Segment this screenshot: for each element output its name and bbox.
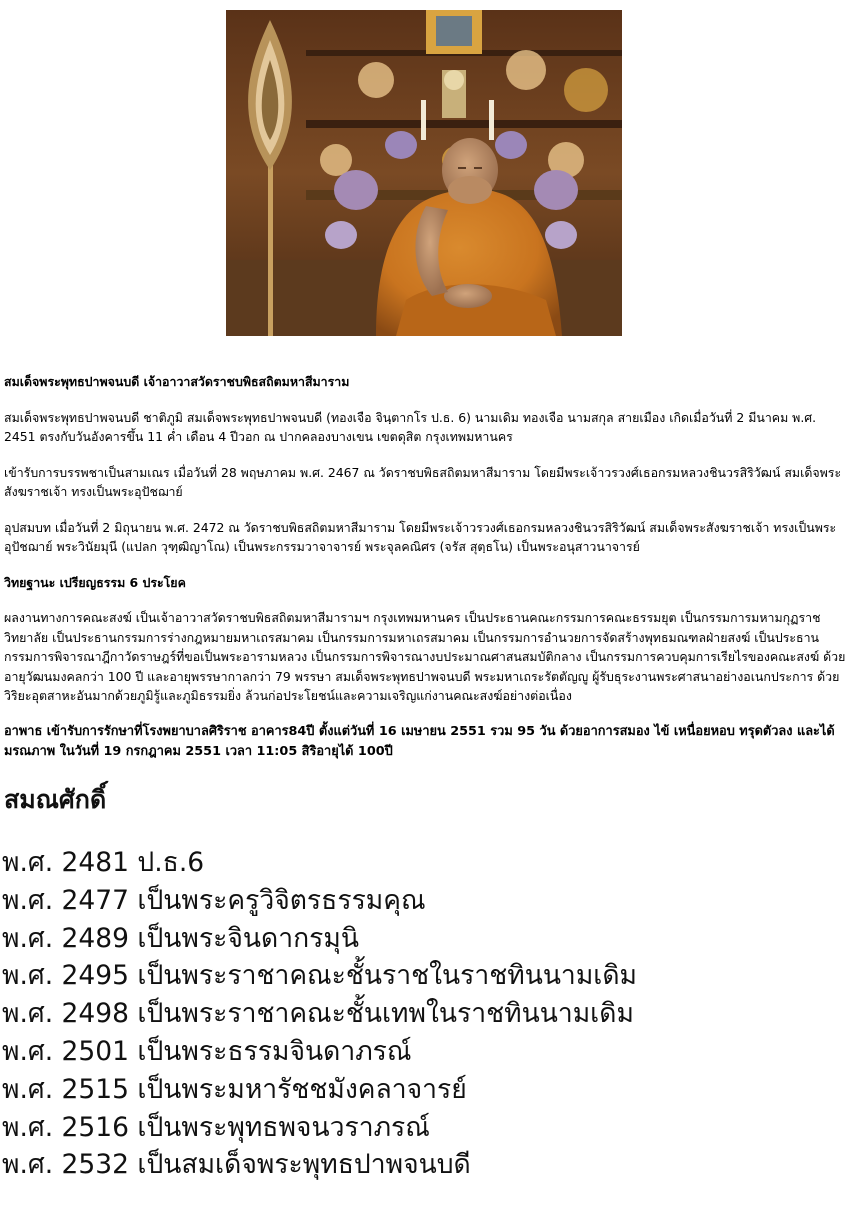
- list-item: พ.ศ. 2501 เป็นพระธรรมจินดาภรณ์: [2, 1035, 412, 1067]
- list-item: พ.ศ. 2498 เป็นพระราชาคณะชั้นเทพในราชทินนามเดิม: [2, 998, 634, 1030]
- list-item: พ.ศ. 2532 เป็นสมเด็จพระพุทธปาพจนบดี: [2, 1149, 471, 1181]
- works-paragraph: ผลงานทางการคณะสงฆ์ เป็นเจ้าอาวาสวัดราชบพิธสถิตมหาสีมารามฯ กรุงเทพมหานคร เป็นประธานคณะกรรมการคณะธรรมยุต เป็นกรรมการมหามกุฏราชวิทยาลัย เป็นประธานกรรมการร่างกฎหมายมหาเถรสมาคม เป็นกรรมการมหาเถรสมาคม เป็นกรรมการอำนวยการจัดสร้างพุทธมณฑลฝ่ายสงฆ์ เป็นประธานกรรมการพิจารณาฎีกาวัดราษฎร์ที่ขอเป็นพระอารามหลวง เป็นกรรมการพิจารณางบประมาณศาสนสมบัติกลาง เป็นกรรมการควบคุมการเรียไรของคณะสงฆ์ ด้วยอายุวัฒนมงคลกว่า 100 ปี และอายุพรรษากาลกว่า 79 พรรษา สมเด็จพระพุทธปาพจนบดี พระมหาเถระรัตตัญญู ผู้รับธุระงานพระศาสนาอย่างอเนกประการ ด้วยวิริยะอุตสาหะอันมากด้วยภูมิรู้และภูมิธรรมยิ่ง ล้วนก่อประโยชน์และความเจริญแก่งานคณะสงฆ์อย่างต่อเนื่อง: [4, 610, 846, 703]
- birth-paragraph: สมเด็จพระพุทธปาพจนบดี ชาติภูมิ สมเด็จพระพุทธปาพจนบดี (ทองเจือ จินฺตากโร ป.ธ. 6) นามเดิม ทองเจือ นามสกุล สายเมือง เกิดเมื่อวันที่ 2 มีนาคม พ.ศ. 2451 ตรงกับวันอังคารขึ้น 11 ค่ำ เดือน 4 ปีวอก ณ ปากคลองบางเขน เขตดุสิต กรุงเทพมหานคร: [4, 409, 817, 444]
- education-line: วิทยฐานะ เปรียญธรรม 6 ประโยค: [4, 574, 186, 590]
- monk-portrait-photo: [226, 10, 622, 336]
- list-item: พ.ศ. 2481 ป.ธ.6: [2, 847, 205, 878]
- article-body: [4, 372, 846, 762]
- article-title: สมเด็จพระพุทธปาพจนบดี เจ้าอาวาสวัดราชบพิธสถิตมหาสีมาราม: [4, 374, 350, 389]
- ranks-list: [2, 844, 637, 1184]
- list-item: พ.ศ. 2516 เป็นพระพุทธพจนวราภรณ์: [2, 1111, 430, 1143]
- ordination-paragraph: อุปสมบท เมื่อวันที่ 2 มิถุนายน พ.ศ. 2472 ณ วัดราชบพิธสถิตมหาสีมาราม โดยมีพระเจ้าวรวงศ์เธอกรมหลวงชินวรสิริวัฒน์ สมเด็จพระสังฆราชเจ้า ทรงเป็นพระอุปัชฌาย์ พระวินัยมุนี (แปลก วุฑฺฒิญาโณ) เป็นพระกรรมวาจาจารย์ พระจุลคณิศร (จรัส สุตฺธโน) เป็นพระอนุสาวนาจารย์: [4, 519, 837, 554]
- passing-paragraph: อาพาธ เข้ารับการรักษาที่โรงพยาบาลศิริราช อาคาร84ปี ตั้งแต่วันที่ 16 เมษายน 2551 รวม 95 วัน ด้วยอาการสมอง ไข้ เหนื่อยหอบ ทรุดตัวลง และได้มรณภาพ ในวันที่ 19 กรกฎาคม 2551 เวลา 11:05 สิริอายุได้ 100ปี: [4, 723, 835, 759]
- ranks-heading: สมณศักดิ์: [4, 785, 107, 814]
- list-item: พ.ศ. 2495 เป็นพระราชาคณะชั้นราชในราชทินนามเดิม: [2, 960, 638, 992]
- list-item: พ.ศ. 2477 เป็นพระครูวิจิตรธรรมคุณ: [2, 884, 426, 916]
- list-item: พ.ศ. 2489 เป็นพระจินดากรมุนิ: [2, 922, 359, 954]
- novice-ordination-paragraph: เข้ารับการบรรพชาเป็นสามเณร เมื่อวันที่ 28 พฤษภาคม พ.ศ. 2467 ณ วัดราชบพิธสถิตมหาสีมาราม โดยมีพระเจ้าวรวงศ์เธอกรมหลวงชินวรสิริวัฒน์ สมเด็จพระสังฆราชเจ้า ทรงเป็นพระอุปัชฌาย์: [4, 464, 842, 499]
- list-item: พ.ศ. 2515 เป็นพระมหารัชชมังคลาจารย์: [2, 1073, 467, 1105]
